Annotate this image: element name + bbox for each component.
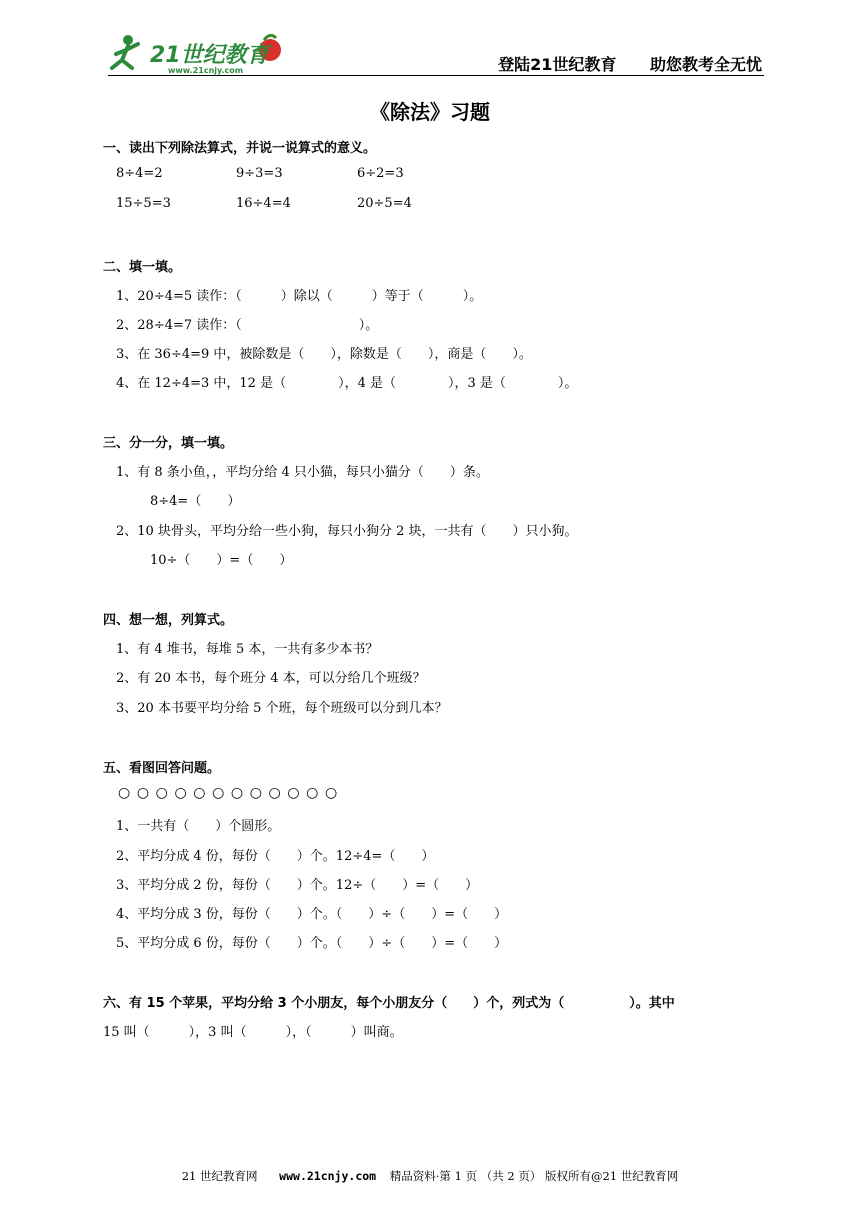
header-divider [108, 75, 764, 76]
question-item: 2、有 20 本书，每个班分 4 本，可以分给几个班级？ [116, 671, 426, 686]
equation: 8÷4=2 [116, 166, 163, 181]
question-item: 2、10 块骨头，平均分给一些小狗，每只小狗分 2 块，一共有（ ）只小狗。 [116, 524, 578, 539]
section1-heading: 一、读出下列除法算式，并说一说算式的意义。 [103, 141, 377, 156]
formula-blank: 8÷4=（ ） [150, 494, 241, 509]
footer-site: 21 世纪教育网 [181, 1169, 258, 1183]
section5-heading: 五、看图回答问题。 [103, 761, 221, 776]
equation: 6÷2=3 [357, 166, 404, 181]
question-item: 3、平均分成 2 份，每份（ ）个。12÷（ ）=（ ） [116, 878, 479, 893]
question-item: 4、平均分成 3 份，每份（ ）个。（ ）÷（ ）=（ ） [116, 907, 508, 922]
header-slogan-2: 助您教考全无忧 [649, 55, 762, 74]
header-slogan-1: 登陆21世纪教育 [498, 55, 617, 74]
question-item: 1、20÷4=5 读作：（ ）除以（ ）等于（ ）。 [116, 289, 483, 304]
page-title: 《除法》习题 [370, 100, 490, 124]
question-item: 3、在 36÷4=9 中，被除数是（ ），除数是（ ），商是（ ）。 [116, 347, 532, 362]
question-item: 5、平均分成 6 份，每份（ ）个。（ ）÷（ ）=（ ） [116, 936, 508, 951]
question-item: 2、28÷4=7 读作：（ ）。 [116, 318, 379, 333]
equation: 15÷5=3 [116, 196, 171, 211]
section6-line2: 15 叫（ ），3 叫（ ），（ ）叫商。 [103, 1025, 403, 1040]
site-logo [108, 28, 288, 76]
header-slogan [498, 52, 762, 75]
svg-text:21世纪教育: 21世纪教育 [150, 43, 269, 68]
equation: 20÷5=4 [357, 196, 412, 211]
footer-info: 精品资料·第 1 页 （共 2 页） 版权所有@21 世纪教育网 [389, 1169, 679, 1183]
equation: 16÷4=4 [236, 196, 291, 211]
section2-heading: 二、填一填。 [103, 260, 182, 275]
question-item: 4、在 12÷4=3 中，12 是（ ），4 是（ ），3 是（ ）。 [116, 376, 578, 391]
question-item: 1、有 8 条小鱼，，平均分给 4 只小猫，每只小猫分（ ）条。 [116, 465, 489, 480]
section6-text: 六、有 15 个苹果，平均分给 3 个小朋友，每个小朋友分（ ）个，列式为（ ）。其中 [103, 996, 675, 1011]
question-item: 1、有 4 堆书，每堆 5 本，一共有多少本书？ [116, 642, 379, 657]
svg-text:www.21cnjy.com: www.21cnjy.com [168, 66, 244, 75]
section6-line1 [103, 992, 675, 1011]
page-footer [0, 1168, 860, 1184]
formula-blank: 10÷（ ）=（ ） [150, 553, 293, 568]
section3-heading: 三、分一分，填一填。 [103, 436, 234, 451]
question-item: 3、20 本书要平均分给 5 个班，每个班级可以分到几本？ [116, 701, 448, 716]
footer-url[interactable]: www.21cnjy.com [279, 1169, 377, 1183]
section4-heading: 四、想一想，列算式。 [103, 613, 234, 628]
question-item: 1、一共有（ ）个圆形。 [116, 819, 281, 834]
circle-row: ○○○○○○○○○○○○ [118, 785, 344, 801]
equation: 9÷3=3 [236, 166, 283, 181]
question-item: 2、平均分成 4 份，每份（ ）个。12÷4=（ ） [116, 849, 435, 864]
